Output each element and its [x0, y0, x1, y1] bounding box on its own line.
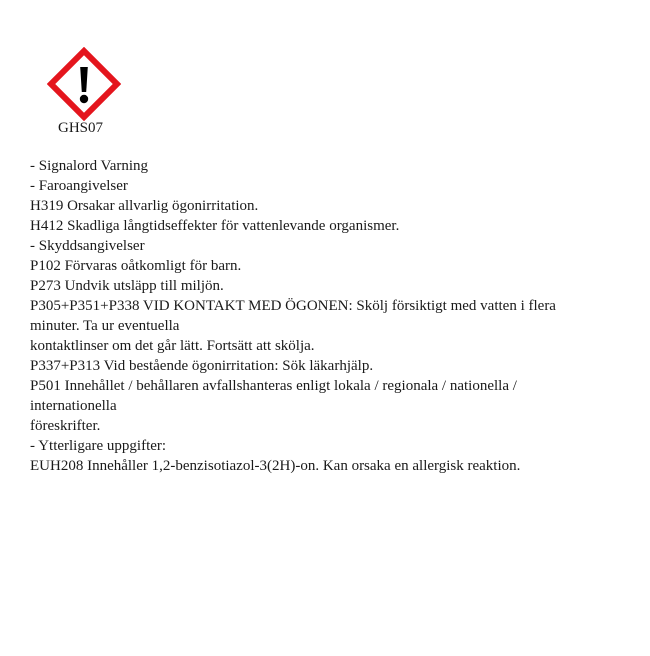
precaution-statement-line: P273 Undvik utsläpp till miljön. [30, 278, 224, 294]
precaution-statement-line: P337+P313 Vid bestående ögonirritation: Sök läkarhjälp. [30, 358, 374, 374]
ghs-code-label: GHS07 [58, 120, 104, 136]
exclamation-mark-icon [47, 47, 121, 121]
signal-word-line: - Signalord Varning [30, 158, 149, 174]
hazard-statement-line: H319 Orsakar allvarlig ögonirritation. [30, 198, 259, 214]
precaution-statement-line: P305+P351+P338 VID KONTAKT MED ÖGONEN: Skölj försiktigt med vatten i flera [30, 298, 556, 314]
additional-info-line: EUH208 Innehåller 1,2-benzisotiazol-3(2H)-on. Kan orsaka en allergisk reaktion. [30, 458, 521, 474]
hazard-statement-line: H412 Skadliga långtidseffekter för vattenlevande organismer. [30, 218, 400, 234]
precaution-statement-line: minuter. Ta ur eventuella [30, 318, 180, 334]
precaution-statement-line: internationella [30, 398, 117, 414]
precaution-statement-line: kontaktlinser om det går lätt. Fortsätt att skölja. [30, 338, 315, 354]
precaution-statement-line: P102 Förvaras oåtkomligt för barn. [30, 258, 242, 274]
precaution-heading-line: - Skyddsangivelser [30, 238, 145, 254]
precaution-statement-line: föreskrifter. [30, 418, 101, 434]
hazard-heading-line: - Faroangivelser [30, 178, 128, 194]
additional-info-heading-line: - Ytterligare uppgifter: [30, 438, 167, 454]
ghs07-pictogram [47, 47, 121, 121]
precaution-statement-line: P501 Innehållet / behållaren avfallshanteras enligt lokala / regionala / nationella / [30, 378, 517, 394]
hazard-statements [30, 156, 625, 476]
